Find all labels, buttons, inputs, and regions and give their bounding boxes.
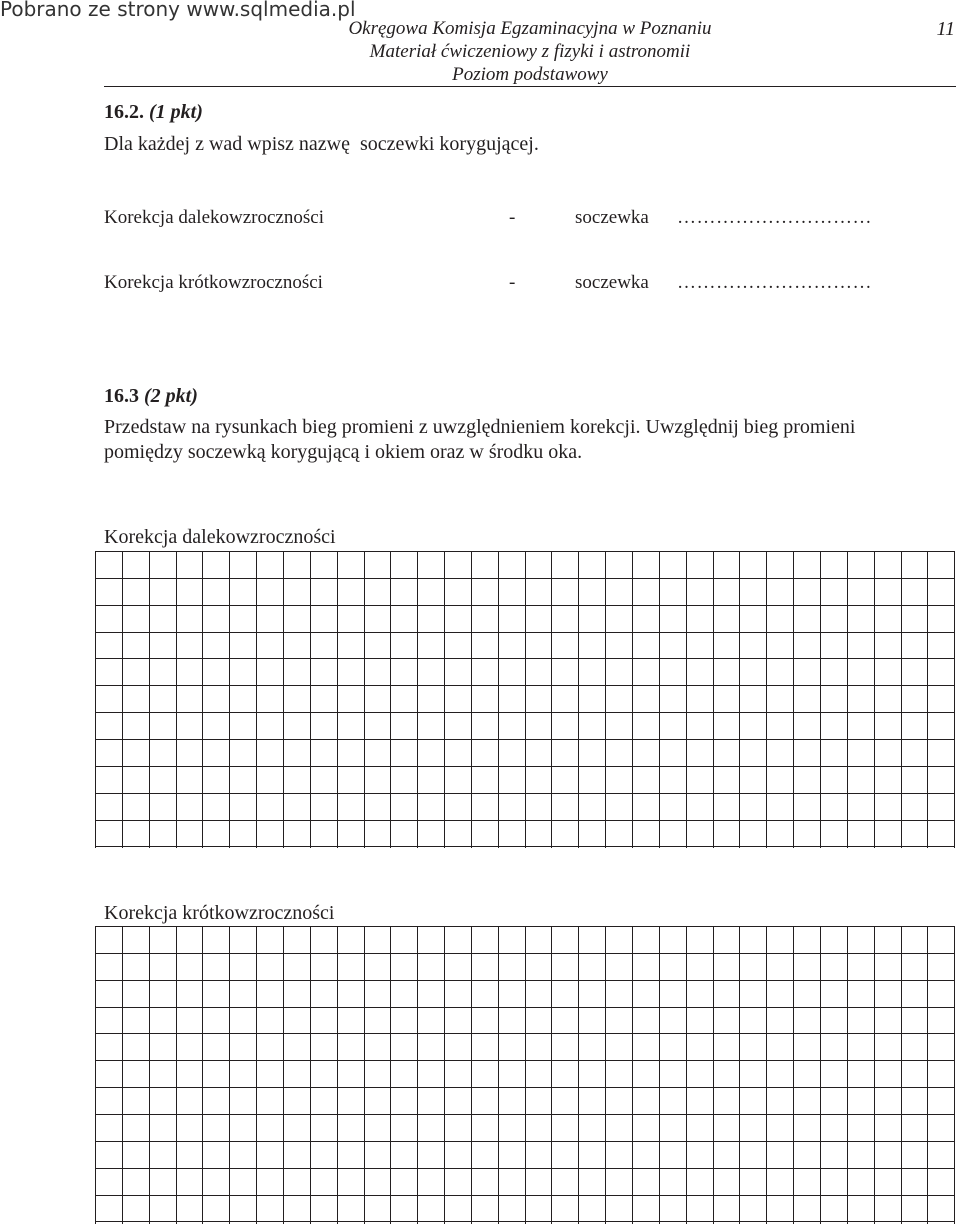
task-16-3-number: 16.3	[104, 385, 139, 407]
task-16-3-instruction-line2: pomiędzy soczewką korygującą i okiem oraz w środku oka.	[104, 441, 583, 463]
answer-row-label: Korekcja krótkowzroczności	[104, 272, 323, 293]
header-institution: Okręgowa Komisja Egzaminacyjna w Poznaniu	[348, 18, 712, 39]
header-subject: Materiał ćwiczeniowy z fizyki i astronomii	[369, 41, 691, 62]
grid-title-near: Korekcja krótkowzroczności	[104, 902, 335, 924]
source-watermark: Pobrano ze strony www.sqlmedia.pl	[0, 0, 356, 21]
drawing-grid-near[interactable]	[95, 926, 957, 1224]
task-16-2-points: (1 pkt)	[149, 101, 203, 123]
answer-row-dash: -	[509, 207, 516, 228]
task-16-2-number: 16.2.	[104, 101, 144, 123]
header-level: Poziom podstawowy	[452, 64, 608, 85]
answer-blank-near[interactable]: …………………………	[677, 272, 872, 293]
grid-lines-near	[95, 926, 957, 1224]
task-16-3-heading	[104, 385, 198, 408]
answer-row-label: Korekcja dalekowzroczności	[104, 207, 324, 228]
page-number: 11	[936, 18, 955, 40]
answer-blank-far[interactable]: …………………………	[677, 207, 872, 228]
task-16-3-points: (2 pkt)	[144, 385, 198, 407]
answer-row-dash: -	[509, 272, 516, 293]
grid-lines-far	[95, 551, 957, 848]
task-16-2-instruction: Dla każdej z wad wpisz nazwę soczewki korygującej.	[104, 133, 539, 155]
task-16-2-heading	[104, 101, 203, 124]
header-rule	[104, 86, 956, 87]
answer-row-word: soczewka	[575, 207, 649, 228]
answer-row-word: soczewka	[575, 272, 649, 293]
grid-title-far: Korekcja dalekowzroczności	[104, 526, 336, 548]
drawing-grid-far[interactable]	[95, 551, 957, 848]
task-16-3-instruction-line1: Przedstaw na rysunkach bieg promieni z uwzględnieniem korekcji. Uwzględnij bieg promieni	[104, 416, 856, 438]
